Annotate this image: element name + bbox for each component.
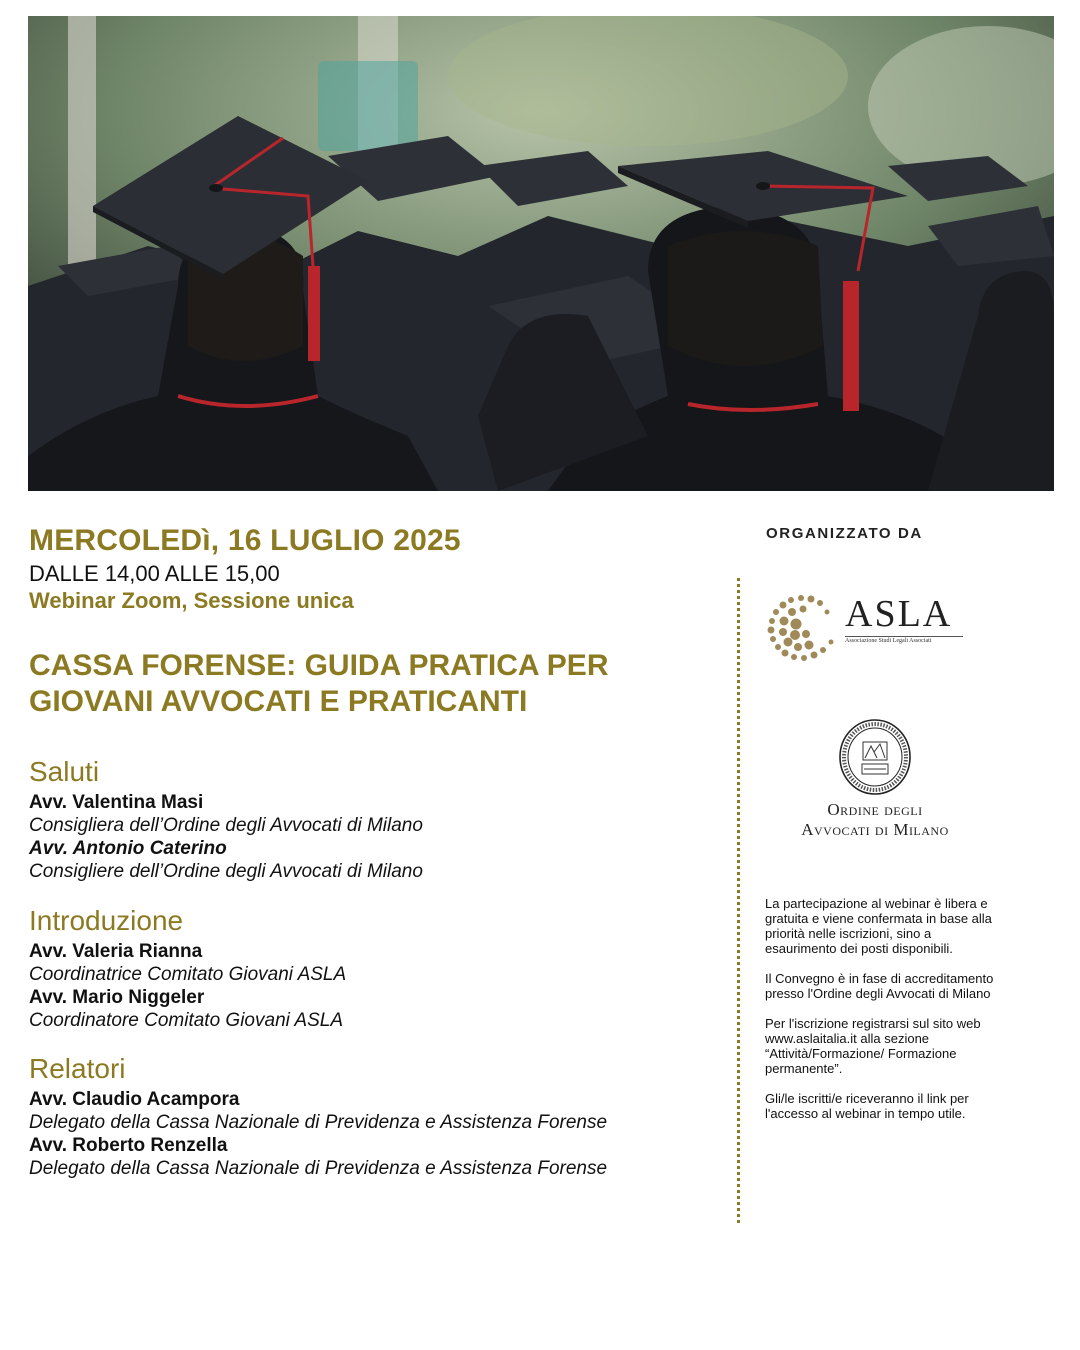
asla-subtitle: Associazione Studi Legali Associati [845,636,963,644]
speaker-role: Consigliere dell’Ordine degli Avvocati di Milano [29,861,423,882]
speaker-entry [29,1088,729,1134]
ordine-seal-logo-icon [838,718,912,796]
speaker-name: Avv. Claudio Acampora [29,1089,240,1110]
speaker-role: Coordinatore Comitato Giovani ASLA [29,1010,344,1031]
speaker-role: Consigliera dell’Ordine degli Avvocati di Milano [29,815,423,836]
event-date: MERCOLEDì, 16 LUGLIO 2025 [29,524,461,557]
organized-by-label: ORGANIZZATO DA [766,525,923,542]
ordine-name-line-1: Ordine degli [827,800,923,819]
speaker-name: Avv. Valentina Masi [29,792,204,813]
section-heading: Introduzione [29,905,184,936]
dotted-divider [737,578,740,1223]
event-time: DALLE 14,00 ALLE 15,00 [29,561,280,586]
event-title [29,648,729,720]
speaker-entry [29,1134,729,1180]
ordine-name [760,800,990,840]
info-text [765,896,1005,1136]
info-paragraph: Gli/le iscritti/e riceveranno il link per l'accesso al webinar in tempo utile. [765,1091,969,1121]
speaker-role: Delegato della Cassa Nazionale di Previdenza e Assistenza Forense [29,1112,608,1133]
ordine-seal [838,718,912,801]
section-heading: Saluti [29,756,100,787]
info-paragraph: Il Convegno è in fase di accreditamento presso l'Ordine degli Avvocati di Milano [765,971,994,1001]
event-title-line-1: CASSA FORENSE: GUIDA PRATICA PER [29,649,609,682]
speaker-role: Delegato della Cassa Nazionale di Previdenza e Assistenza Forense [29,1158,608,1179]
speaker-name: Avv. Mario Niggeler [29,987,205,1008]
section-introduzione [29,906,729,1032]
section-heading: Relatori [29,1053,126,1084]
event-venue: Webinar Zoom, Sessione unica [29,588,354,613]
asla-name: ASLA [845,593,953,635]
speaker-name: Avv. Valeria Rianna [29,941,203,962]
asla-logo [765,592,965,662]
section-saluti [29,757,729,883]
speaker-entry [29,791,729,837]
graduation-caps-photo-icon [28,16,1054,491]
asla-dots-logo-icon [765,592,837,662]
speaker-entry [29,940,729,986]
event-title-line-2: GIOVANI AVVOCATI E PRATICANTI [29,685,528,718]
speaker-role: Coordinatrice Comitato Giovani ASLA [29,964,347,985]
speaker-entry [29,837,729,883]
speaker-name: Avv. Roberto Renzella [29,1135,228,1156]
section-relatori [29,1054,729,1180]
info-paragraph: La partecipazione al webinar è libera e gratuita e viene confermata in base alla priorità nelle iscrizioni, sino a esaurimento dei posti disponibili. [765,896,992,956]
info-paragraph: Per l'iscrizione registrarsi sul sito web www.aslaitalia.it alla sezione “Attività/Formazione/ Formazione permanente”. [765,1016,981,1076]
ordine-name-line-2: Avvocati di Milano [801,820,949,839]
speaker-name: Avv. Antonio Caterino [29,838,227,859]
hero-photo [28,16,1054,491]
speaker-entry [29,986,729,1032]
